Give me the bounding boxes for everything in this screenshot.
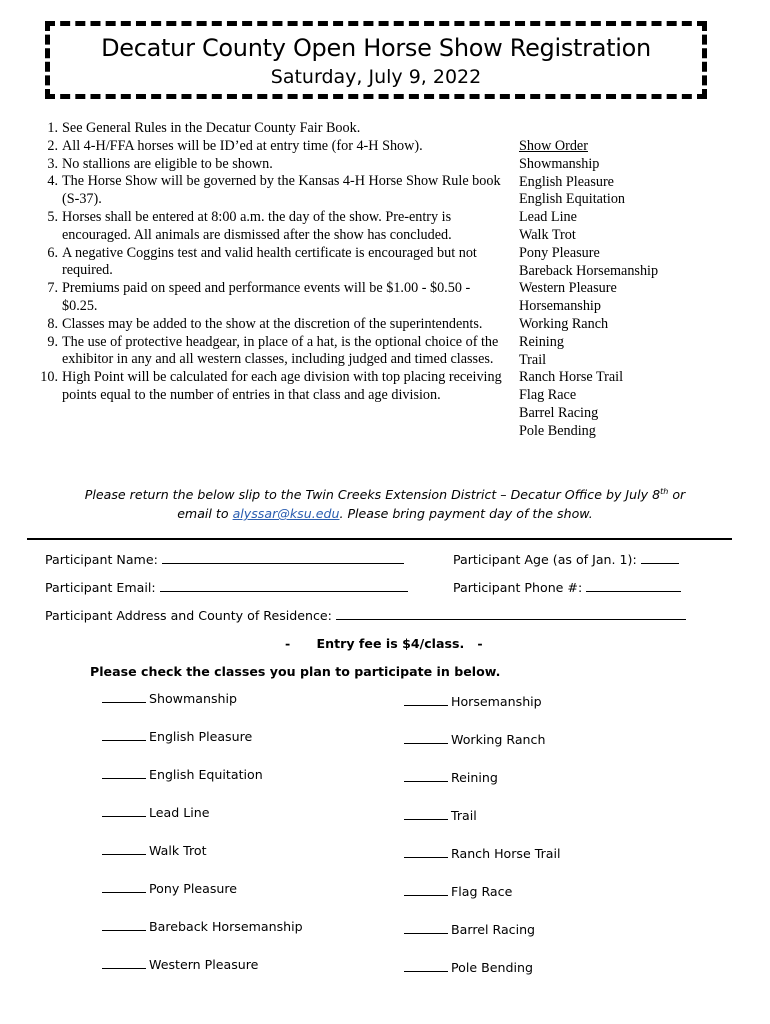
- participant-phone-field: Participant Phone #:: [453, 579, 684, 595]
- show-order-item: Ranch Horse Trail: [519, 369, 624, 386]
- participant-email-input[interactable]: [160, 579, 408, 592]
- class-check-blank[interactable]: [404, 731, 448, 744]
- class-checkbox-pole-bending[interactable]: Pole Bending: [404, 959, 533, 975]
- class-check-blank[interactable]: [404, 845, 448, 858]
- class-checkbox-trail[interactable]: Trail: [404, 807, 477, 823]
- class-checkbox-lead-line[interactable]: Lead Line: [102, 804, 210, 820]
- class-checkbox-working-ranch[interactable]: Working Ranch: [404, 731, 545, 747]
- rules-list: [28, 120, 508, 405]
- show-date: Saturday, July 9, 2022: [270, 66, 482, 88]
- class-check-blank[interactable]: [102, 804, 146, 817]
- class-check-blank[interactable]: [404, 883, 448, 896]
- class-checkbox-western-pleasure[interactable]: Western Pleasure: [102, 956, 258, 972]
- class-checkbox-barrel-racing[interactable]: Barrel Racing: [404, 921, 535, 937]
- class-check-blank[interactable]: [102, 728, 146, 741]
- class-check-blank[interactable]: [404, 693, 448, 706]
- return-notice: Please return the below slip to the Twin Creeks Extension District – Decatur Office by July 8th or email to alyssar@ksu.edu. Please bring payment day of the show.: [84, 487, 686, 522]
- show-order-item: Walk Trot: [519, 226, 576, 243]
- show-order-item: Working Ranch: [519, 315, 609, 332]
- show-order-item: Lead Line: [519, 209, 577, 226]
- entry-fee: - Entry fee is $4/class. -: [285, 636, 483, 651]
- class-checkbox-horsemanship[interactable]: Horsemanship: [404, 693, 542, 709]
- rule-item: 1. See General Rules in the Decatur County Fair Book.: [47, 120, 361, 136]
- rule-item: 8. Classes may be added to the show at the discretion of the superintendents.: [47, 315, 483, 332]
- class-check-blank[interactable]: [102, 880, 146, 893]
- participant-address-input[interactable]: [336, 607, 686, 620]
- rule-item: 6. A negative Coggins test and valid health certificate is encouraged but not required.: [47, 244, 477, 279]
- participant-name-input[interactable]: [162, 551, 404, 564]
- email-link[interactable]: alyssar@ksu.edu: [232, 506, 340, 522]
- participant-address-field: Participant Address and County of Residence:: [45, 607, 689, 623]
- participant-name-field: Participant Name:: [45, 551, 407, 567]
- class-checkbox-reining[interactable]: Reining: [404, 769, 498, 785]
- class-check-blank[interactable]: [102, 690, 146, 703]
- rule-item: 5. Horses shall be entered at 8:00 a.m. the day of the show. Pre-entry is encouraged. All animals are dismissed after the show has concluded.: [47, 208, 452, 243]
- show-order-item: Trail: [519, 351, 547, 368]
- show-order-list: [519, 138, 658, 441]
- document-title: Decatur County Open Horse Show Registration: [101, 34, 651, 62]
- show-order-item: Barrel Racing: [519, 404, 599, 421]
- class-checkbox-pony-pleasure[interactable]: Pony Pleasure: [102, 880, 237, 896]
- show-order-item: Reining: [519, 333, 564, 350]
- show-order-title: Show Order: [519, 138, 588, 154]
- rule-item: 3. No stallions are eligible to be shown.: [47, 155, 273, 172]
- class-check-blank[interactable]: [404, 807, 448, 820]
- show-order-item: Pony Pleasure: [519, 244, 600, 261]
- class-checkbox-bareback-horsemanship[interactable]: Bareback Horsemanship: [102, 918, 303, 934]
- class-checkbox-ranch-horse-trail[interactable]: Ranch Horse Trail: [404, 845, 560, 861]
- participant-phone-input[interactable]: [586, 579, 681, 592]
- show-order-item: English Pleasure: [519, 173, 614, 190]
- participant-email-field: Participant Email:: [45, 579, 411, 595]
- rule-item: 7. Premiums paid on speed and performance events will be $1.00 - $0.50 - $0.25.: [47, 280, 471, 314]
- show-order-item: Horsemanship: [519, 298, 601, 315]
- show-order-item: Flag Race: [519, 387, 577, 404]
- title-box: [45, 21, 707, 99]
- class-check-blank[interactable]: [102, 766, 146, 779]
- rule-item: 10. High Point will be calculated for each age division with top placing receiving points equal to the number of entries in that class and age division.: [40, 369, 502, 403]
- show-order-item: English Equitation: [519, 191, 626, 208]
- class-check-blank[interactable]: [404, 921, 448, 934]
- class-checkbox-english-equitation[interactable]: English Equitation: [102, 766, 263, 782]
- show-order-item: Showmanship: [519, 155, 600, 172]
- participant-age-input[interactable]: [641, 551, 679, 564]
- rule-item: 2. All 4-H/FFA horses will be ID’ed at entry time (for 4-H Show).: [47, 137, 423, 154]
- rule-item: 9. The use of protective headgear, in place of a hat, is the optional choice of the exhibitor in any and all western classes, including judged and timed classes.: [47, 333, 499, 368]
- class-check-blank[interactable]: [404, 959, 448, 972]
- class-checkbox-english-pleasure[interactable]: English Pleasure: [102, 728, 252, 744]
- section-divider: [27, 538, 732, 540]
- show-order-item: Western Pleasure: [519, 280, 617, 297]
- show-order-item: Bareback Horsemanship: [519, 262, 659, 279]
- class-checkbox-flag-race[interactable]: Flag Race: [404, 883, 512, 899]
- class-check-blank[interactable]: [102, 842, 146, 855]
- class-check-instructions: Please check the classes you plan to participate in below.: [90, 664, 501, 679]
- rule-item: 4. The Horse Show will be governed by the Kansas 4-H Horse Show Rule book (S-37).: [47, 173, 501, 208]
- participant-age-field: Participant Age (as of Jan. 1):: [453, 551, 682, 567]
- class-checkbox-walk-trot[interactable]: Walk Trot: [102, 842, 207, 858]
- class-checkbox-showmanship[interactable]: Showmanship: [102, 690, 237, 706]
- class-check-blank[interactable]: [102, 918, 146, 931]
- class-check-blank[interactable]: [102, 956, 146, 969]
- class-check-blank[interactable]: [404, 769, 448, 782]
- show-order-item: Pole Bending: [519, 422, 596, 439]
